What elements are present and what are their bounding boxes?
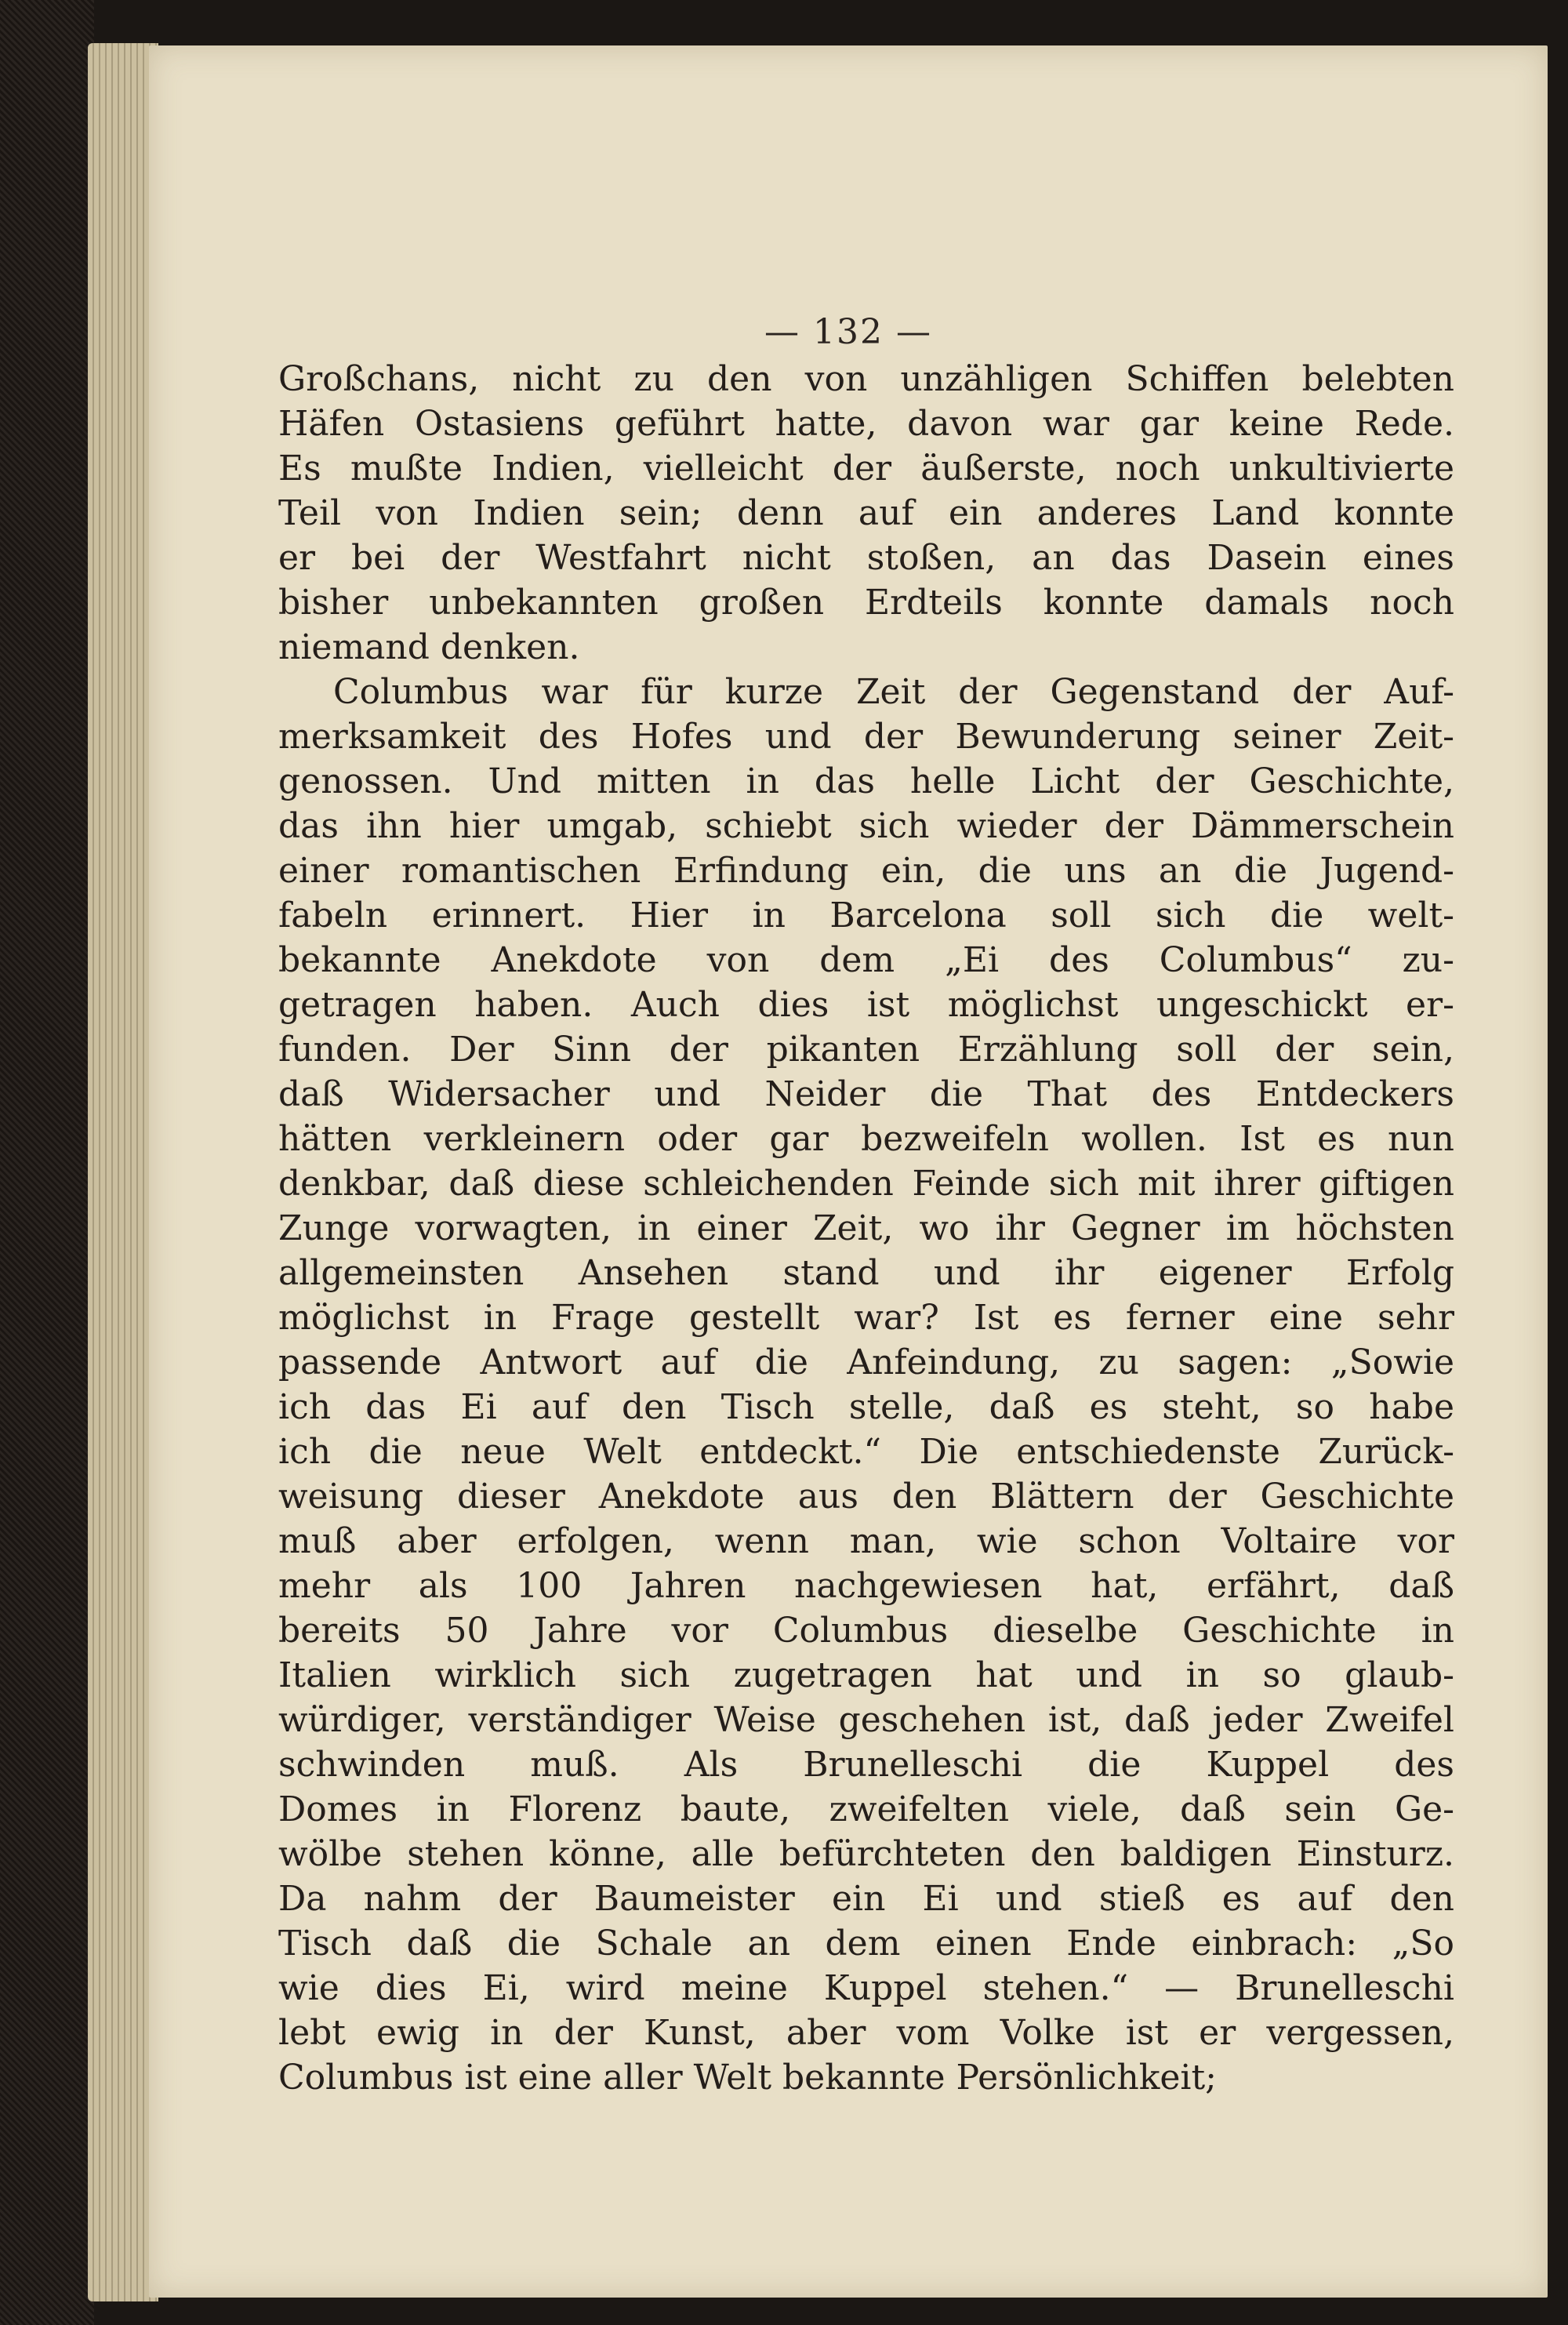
text-line: er bei der Westfahrt nicht stoßen, an das Dasein eines: [278, 538, 1454, 578]
text-line: Tisch daß die Schale an dem einen Ende einbrach: „So: [278, 1924, 1454, 1964]
text-line: möglichst in Frage gestellt war? Ist es ferner eine sehr: [278, 1298, 1454, 1338]
text-line: Italien wirklich sich zugetragen hat und in so glaub-: [278, 1655, 1454, 1695]
text-line: das ihn hier umgab, schiebt sich wieder der Dämmerschein: [278, 806, 1454, 846]
book-binding: [0, 0, 94, 2325]
text-line: Großchans, nicht zu den von unzähligen Schiffen belebten: [278, 359, 1454, 399]
text-line: Domes in Florenz baute, zweifelten viele, daß sein Ge-: [278, 1789, 1454, 1829]
text-line: passende Antwort auf die Anfeindung, zu sagen: „Sowie: [278, 1342, 1454, 1382]
text-line: wölbe stehen könne, alle befürchteten den baldigen Einsturz.: [278, 1834, 1454, 1874]
text-line: funden. Der Sinn der pikanten Erzählung soll der sein,: [278, 1030, 1454, 1070]
text-line: Häfen Ostasiens geführt hatte, davon war gar keine Rede.: [278, 404, 1454, 444]
page-number: — 132 —: [764, 312, 932, 352]
text-line: muß aber erfolgen, wenn man, wie schon Voltaire vor: [278, 1521, 1454, 1561]
text-line: bisher unbekannten großen Erdteils konnte damals noch: [278, 583, 1454, 623]
text-line: daß Widersacher und Neider die That des Entdeckers: [278, 1074, 1454, 1114]
text-line: schwinden muß. Als Brunelleschi die Kuppel des: [278, 1745, 1454, 1785]
text-line: mehr als 100 Jahren nachgewiesen hat, erfährt, daß: [278, 1566, 1454, 1606]
text-line: ich das Ei auf den Tisch stelle, daß es steht, so habe: [278, 1387, 1454, 1427]
page-edges: [88, 43, 158, 2301]
text-line: hätten verkleinern oder gar bezweifeln wollen. Ist es nun: [278, 1119, 1454, 1159]
text-line: getragen haben. Auch dies ist möglichst ungeschickt er-: [278, 985, 1454, 1025]
text-line: genossen. Und mitten in das helle Licht der Geschichte,: [278, 761, 1454, 801]
text-line: denkbar, daß diese schleichenden Feinde sich mit ihrer giftigen: [278, 1164, 1454, 1204]
text-line: niemand denken.: [278, 627, 580, 667]
text-line: wie dies Ei, wird meine Kuppel stehen.“ — Brunelleschi: [278, 1968, 1454, 2008]
body-text: [278, 357, 1454, 2100]
text-line: Teil von Indien sein; denn auf ein anderes Land konnte: [278, 493, 1454, 533]
paragraph-start-line: Columbus war für kurze Zeit der Gegenstand der Auf-: [333, 672, 1454, 712]
text-line: ich die neue Welt entdeckt.“ Die entschiedenste Zurück-: [278, 1432, 1454, 1472]
text-line: würdiger, verständiger Weise geschehen ist, daß jeder Zweifel: [278, 1700, 1454, 1740]
text-line: Zunge vorwagten, in einer Zeit, wo ihr Gegner im höchsten: [278, 1208, 1454, 1248]
text-line: bereits 50 Jahre vor Columbus dieselbe Geschichte in: [278, 1611, 1454, 1651]
text-line: Columbus ist eine aller Welt bekannte Persönlichkeit;: [278, 2058, 1218, 2098]
text-line: einer romantischen Erfindung ein, die uns an die Jugend-: [278, 851, 1454, 891]
text-line: Da nahm der Baumeister ein Ei und stieß es auf den: [278, 1879, 1454, 1919]
text-line: Es mußte Indien, vielleicht der äußerste, noch unkultivierte: [278, 449, 1454, 489]
text-line: bekannte Anekdote von dem „Ei des Columbus“ zu-: [278, 940, 1454, 980]
text-line: weisung dieser Anekdote aus den Blättern der Geschichte: [278, 1477, 1454, 1517]
text-line: lebt ewig in der Kunst, aber vom Volke ist er vergessen,: [278, 2013, 1454, 2053]
text-line: merksamkeit des Hofes und der Bewunderung seiner Zeit-: [278, 717, 1454, 757]
text-line: allgemeinsten Ansehen stand und ihr eigener Erfolg: [278, 1253, 1454, 1293]
text-line: fabeln erinnert. Hier in Barcelona soll sich die welt-: [278, 895, 1454, 935]
